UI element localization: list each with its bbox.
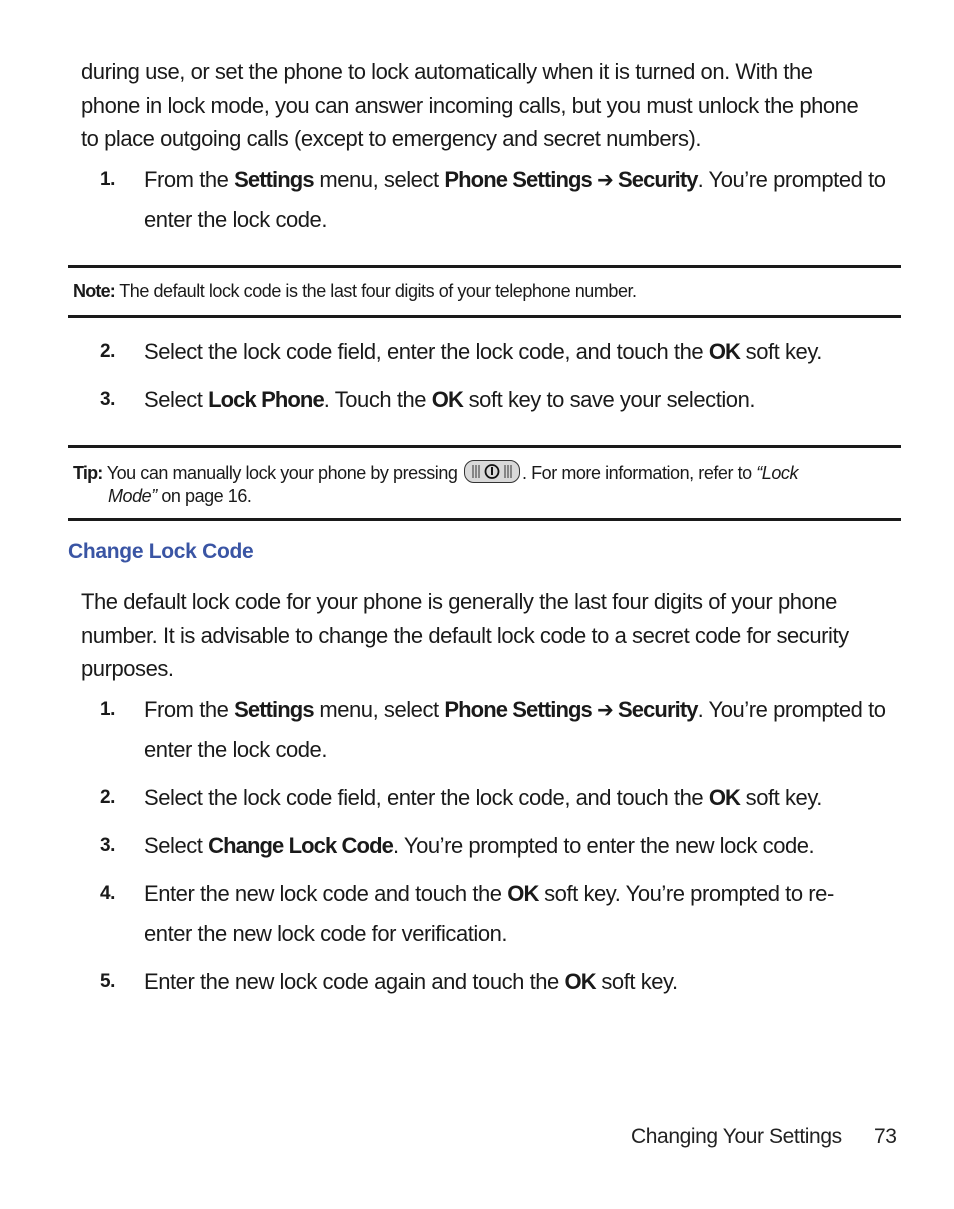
section-line: number. It is advisable to change the default lock code to a secret code for security <box>81 622 849 648</box>
step-text <box>144 690 904 770</box>
step-text-part: soft key. <box>740 785 822 810</box>
step-number: 5. <box>100 971 115 992</box>
step-text-part: Select <box>144 833 209 858</box>
tip-text: You can manually lock your phone by pressing <box>102 463 463 483</box>
step-text-part: soft key. <box>740 339 822 364</box>
step-text <box>144 332 904 372</box>
tip-text: on page 16. <box>156 486 252 506</box>
tip-text: . For more information, refer to <box>522 463 757 483</box>
step-text-part: . Touch the <box>323 387 432 412</box>
menu-path-label: Phone Settings ➔ Security <box>444 167 698 192</box>
divider-rule <box>68 315 901 318</box>
note-label: Note: <box>73 281 115 301</box>
ok-key-label: OK <box>708 785 741 810</box>
divider-rule <box>68 265 901 268</box>
step-text-part: . You’re prompted to <box>697 697 886 722</box>
menu-settings-label: Settings <box>234 167 314 192</box>
step-number: 4. <box>100 883 115 904</box>
tip-reference: Mode” <box>108 486 157 506</box>
step-text <box>144 826 904 866</box>
footer-section-title: Changing Your Settings <box>631 1125 842 1148</box>
step-text-line: enter the new lock code for verification. <box>144 921 508 946</box>
intro-line: during use, or set the phone to lock automatically when it is turned on. With the <box>81 59 813 84</box>
divider-rule <box>68 518 901 521</box>
lock-button-icon <box>464 460 520 483</box>
step-text-part: From the <box>144 167 235 192</box>
step-text-part: soft key to save your selection. <box>462 387 756 412</box>
step-text <box>144 380 904 420</box>
intro-line: phone in lock mode, you can answer incoming calls, but you must unlock the phone <box>81 92 859 118</box>
intro-paragraph <box>81 55 911 156</box>
step-text <box>144 160 904 240</box>
section-heading: Change Lock Code <box>68 540 254 563</box>
step-text-part: Enter the new lock code and touch the <box>144 881 508 906</box>
section-line: purposes. <box>81 656 174 681</box>
ok-key-label: OK <box>708 339 741 364</box>
note-text: The default lock code is the last four digits of your telephone number. <box>115 281 637 301</box>
step-text-part: Enter the new lock code again and touch the <box>144 969 565 994</box>
step-text-part: From the <box>144 697 235 722</box>
step-text <box>144 874 904 954</box>
step-number: 1. <box>100 699 115 720</box>
step-number: 2. <box>100 341 115 362</box>
divider-rule <box>68 445 901 448</box>
tip-label: Tip: <box>73 463 103 483</box>
step-text-part: . You’re prompted to enter the new lock code. <box>392 833 815 858</box>
intro-line: to place outgoing calls (except to emergency and secret numbers). <box>81 126 702 151</box>
change-lock-code-label: Change Lock Code <box>208 833 393 858</box>
step-text-line: enter the lock code. <box>144 737 328 762</box>
step-text-part: . You’re prompted to <box>697 167 886 192</box>
step-number: 2. <box>100 787 115 808</box>
step-text-part: menu, select <box>313 697 445 722</box>
step-text-part: menu, select <box>313 167 445 192</box>
step-text-line: enter the lock code. <box>144 207 328 232</box>
step-number: 1. <box>100 169 115 190</box>
ok-key-label: OK <box>564 969 596 994</box>
step-text <box>144 778 904 818</box>
step-text-part: Select the lock code field, enter the lock code, and touch the <box>144 339 709 364</box>
step-number: 3. <box>100 389 115 410</box>
section-paragraph <box>81 585 911 686</box>
tip-reference: “Lock <box>756 463 799 483</box>
step-text-part: soft key. You’re prompted to re- <box>538 881 834 906</box>
step-text <box>144 962 904 1002</box>
menu-settings-label: Settings <box>234 697 314 722</box>
note-box <box>73 280 893 303</box>
tip-box <box>73 460 893 508</box>
step-number: 3. <box>100 835 115 856</box>
section-line: The default lock code for your phone is generally the last four digits of your phone <box>81 589 837 614</box>
ok-key-label: OK <box>507 881 539 906</box>
lock-phone-label: Lock Phone <box>208 387 324 412</box>
step-text-part: Select the lock code field, enter the lock code, and touch the <box>144 785 709 810</box>
menu-path-label: Phone Settings ➔ Security <box>444 697 698 722</box>
step-text-part: soft key. <box>595 969 678 994</box>
page-number: 73 <box>874 1125 897 1148</box>
step-text-part: Select <box>144 387 209 412</box>
ok-key-label: OK <box>431 387 463 412</box>
